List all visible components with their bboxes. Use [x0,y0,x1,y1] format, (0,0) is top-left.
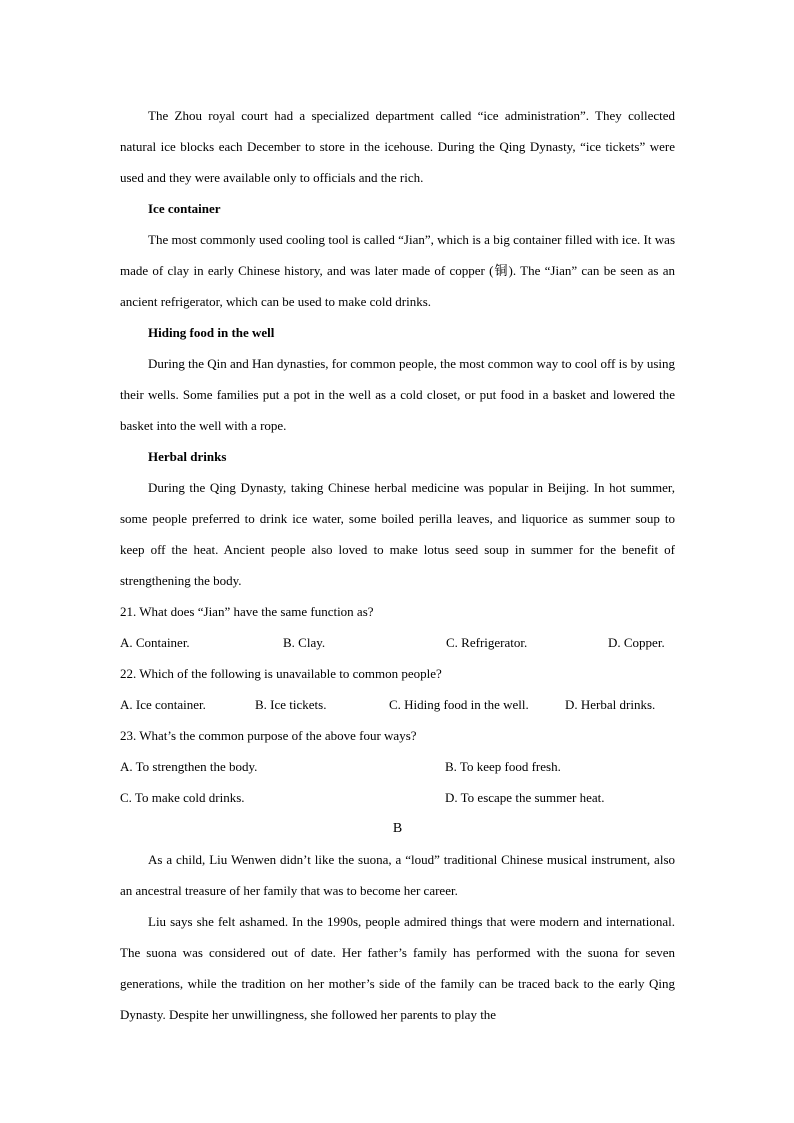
question-21-option-b: B. Clay. [283,635,326,650]
question-22-option-d: D. Herbal drinks. [565,697,656,712]
question-22-stem: 22. Which of the following is unavailable to common people? [120,666,442,681]
question-22-option-a: A. Ice container. [120,697,206,712]
question-21-option-a: A. Container. [120,635,190,650]
question-23-stem: 23. What’s the common purpose of the above four ways? [120,728,417,743]
question-21-stem: 21. What does “Jian” have the same function as? [120,604,374,619]
question-21-option-d: D. Copper. [608,635,665,650]
question-23-option-d: D. To escape the summer heat. [445,790,605,805]
section-heading-ice-container: Ice container [148,201,221,216]
passage-a-intro: The Zhou royal court had a specialized department called “ice administration”. They collected natural ice blocks each December to store in the icehouse. During the Qing Dynasty, “ice tickets” were used and they were available only to officials and the rich. [120,108,675,185]
question-23-option-c: C. To make cold drinks. [120,790,245,805]
question-22-option-c: C. Hiding food in the well. [389,697,529,712]
document-page [120,100,675,1030]
section-text-herbal-drinks: During the Qing Dynasty, taking Chinese herbal medicine was popular in Beijing. In hot summer, some people preferred to drink ice water, some boiled perilla leaves, and liquorice as summer soup to keep off the heat. Ancient people also loved to make lotus seed soup in summer for the benefit of strengthening the body. [120,480,675,588]
question-21-options [120,627,675,658]
question-23-option-a: A. To strengthen the body. [120,759,258,774]
section-heading-hiding-food: Hiding food in the well [148,325,275,340]
question-23-option-b: B. To keep food fresh. [445,759,561,774]
passage-b-paragraph-2: Liu says she felt ashamed. In the 1990s, people admired things that were modern and international. The suona was considered out of date. Her father’s family has performed with the suona for seven generations, while the tradition on her mother’s side of the family can be traced back to the early Qing Dynasty. Despite her unwillingness, she followed her parents to play the [120,914,675,1022]
section-heading-herbal-drinks: Herbal drinks [148,449,227,464]
question-22-options [120,689,675,720]
question-23-options-row-1 [120,751,675,782]
passage-b-label: B [392,821,403,836]
question-22-option-b: B. Ice tickets. [255,697,327,712]
passage-b-paragraph-1: As a child, Liu Wenwen didn’t like the suona, a “loud” traditional Chinese musical instrument, also an ancestral treasure of her family that was to become her career. [120,852,675,898]
question-23-options-row-2 [120,782,675,813]
section-text-hiding-food: During the Qin and Han dynasties, for common people, the most common way to cool off is by using their wells. Some families put a pot in the well as a cold closet, or put food in a basket and lowered the basket into the well with a rope. [120,356,675,433]
section-text-ice-container: The most commonly used cooling tool is called “Jian”, which is a big container filled with ice. It was made of clay in early Chinese history, and was later made of copper (铜). The “Jian” can be seen as an ancient refrigerator, which can be used to make cold drinks. [120,232,675,309]
question-21-option-c: C. Refrigerator. [446,635,528,650]
